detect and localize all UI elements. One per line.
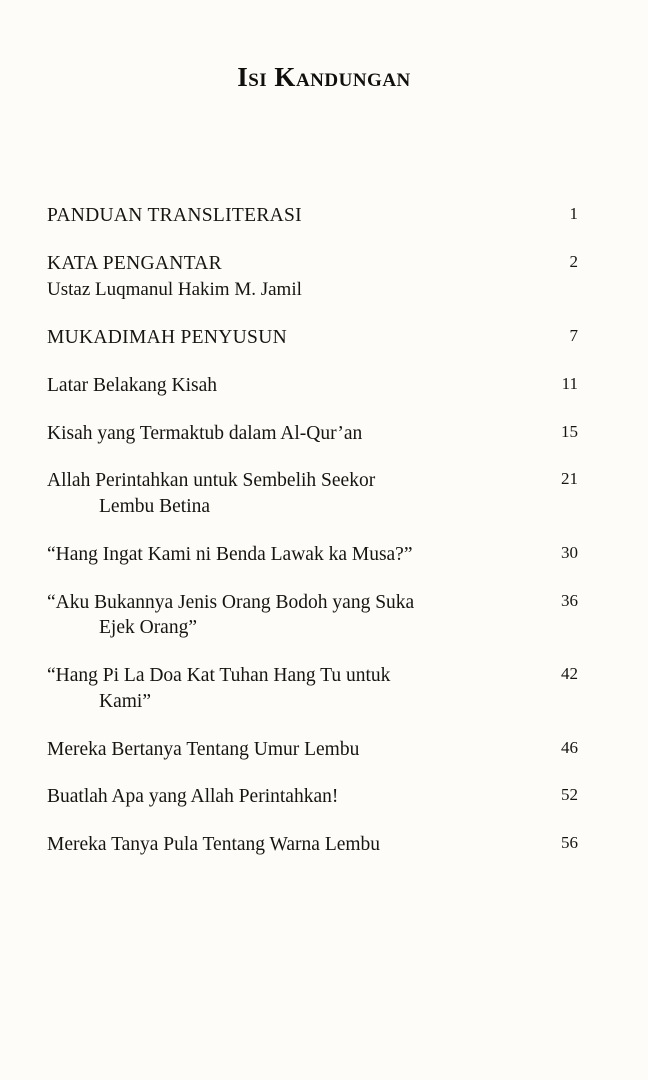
toc-entry-label [47,663,390,714]
toc-entry-title: Mereka Bertanya Tentang Umur Lembu [47,738,360,760]
toc-entry-line [47,373,578,399]
toc-entry-line [47,663,578,714]
toc-entry-label [47,590,414,641]
toc-entry[interactable] [47,203,578,229]
toc-entry-page-number: 11 [561,373,578,393]
toc-entry-title: Buatlah Apa yang Allah Perintahkan! [47,786,339,808]
page-title: Isi Kandungan [237,62,411,92]
toc-entry-line [47,784,578,810]
toc-entry-subtitle: Ustaz Luqmanul Hakim M. Jamil [47,279,302,301]
toc-entry[interactable] [47,373,578,399]
toc-entry-label [47,251,222,277]
toc-entry-label [47,203,302,229]
toc-entry-line [47,325,578,351]
toc-entry-label [47,737,359,763]
toc-entry-page-number: 36 [561,590,578,610]
toc-entry-line [47,203,578,229]
toc-entry-title: “Aku Bukannya Jenis Orang Bodoh yang Suka [47,591,415,613]
toc-entry-line [47,421,578,447]
toc-entry-page-number: 2 [569,251,578,271]
toc-entry-page-number: 21 [561,469,578,489]
toc-entry-page-number: 46 [561,737,578,757]
toc-entry[interactable] [47,590,578,641]
toc-entry-line [47,832,578,858]
toc-entry-title-continuation: Kami” [99,690,151,712]
toc-entry-label [47,373,217,399]
toc-entry-page-number: 1 [569,204,578,223]
toc-entry-title-continuation: Lembu Betina [99,496,211,518]
toc-entry-page-number: 52 [561,785,578,805]
toc-entry-label [47,832,380,858]
toc-entry[interactable] [47,663,578,714]
toc-entry-page-number: 15 [561,421,578,441]
toc-entry-page-number: 56 [561,832,578,852]
toc-entry-label [47,468,375,519]
toc-entry-label [47,784,338,810]
toc-entry-title: “Hang Pi La Doa Kat Tuhan Hang Tu untuk [47,665,391,687]
toc-entry-title: MUKADIMAH PENYUSUN [47,327,287,349]
toc-entry-title: KATA PENGANTAR [47,252,222,274]
toc-entry-label [47,421,362,447]
toc-entry-line [47,590,578,641]
toc-entry-line [47,737,578,763]
toc-entry-label [47,325,287,351]
toc-entry[interactable] [47,542,578,568]
toc-entry-title: PANDUAN TRANSLITERASI [47,205,302,226]
toc-entry[interactable] [47,784,578,810]
toc-entry-page-number: 7 [569,326,578,346]
toc-entry-title: Kisah yang Termaktub dalam Al-Qur’an [47,422,363,444]
toc-entry-line [47,251,578,277]
toc-entry-title: Latar Belakang Kisah [47,374,218,396]
toc-entry-line [47,542,578,568]
toc-entry[interactable] [47,737,578,763]
toc-entry[interactable] [47,832,578,858]
toc-entry[interactable] [47,468,578,519]
toc-entry[interactable] [47,325,578,351]
table-of-contents [0,203,648,858]
toc-entry[interactable] [47,421,578,447]
toc-entry[interactable] [47,251,578,303]
toc-entry-label [47,542,413,568]
toc-entry-title: Mereka Tanya Pula Tentang Warna Lembu [47,833,381,855]
toc-entry-title-continuation: Ejek Orang” [99,617,197,639]
toc-entry-title: Allah Perintahkan untuk Sembelih Seekor [47,470,376,492]
toc-entry-page-number: 30 [561,542,578,562]
toc-entry-title: “Hang Ingat Kami ni Benda Lawak ka Musa?” [47,543,413,565]
toc-entry-page-number: 42 [561,664,578,684]
toc-entry-line [47,468,578,519]
